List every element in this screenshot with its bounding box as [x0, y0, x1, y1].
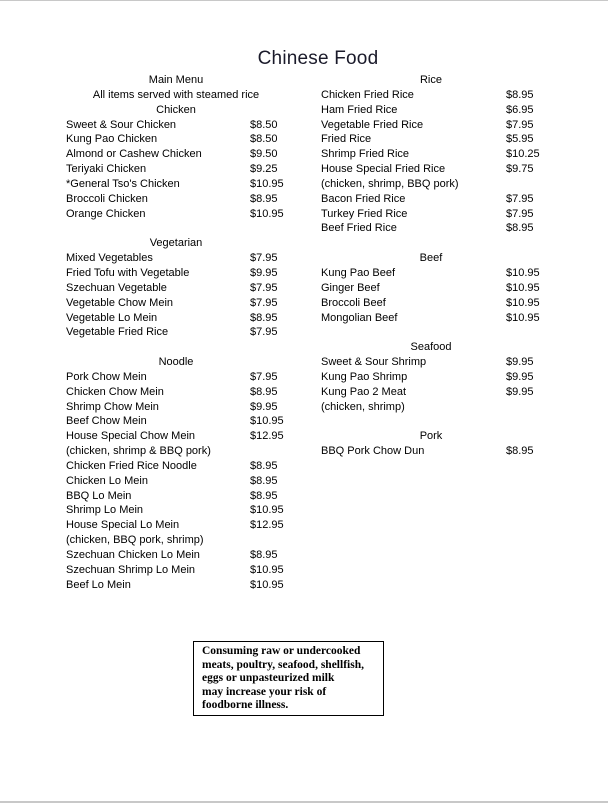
menu-item	[66, 311, 298, 326]
item-name: Fried Rice	[321, 133, 372, 146]
menu-item	[66, 207, 298, 222]
item-name: Mongolian Beef	[321, 311, 398, 324]
menu-item	[66, 459, 298, 474]
section-spacer	[321, 414, 553, 429]
menu-section-pork	[321, 429, 553, 459]
section-heading: Pork	[419, 430, 443, 443]
section-spacer	[321, 325, 553, 340]
item-price: $9.75	[506, 163, 534, 176]
menu-item	[321, 103, 553, 118]
item-price: $8.50	[250, 133, 278, 146]
item-price: $8.95	[250, 311, 278, 324]
item-price: $10.95	[250, 207, 284, 220]
item-note: (chicken, shrimp)	[321, 400, 405, 413]
menu-item	[321, 370, 553, 385]
item-price: $7.95	[250, 252, 278, 265]
section-spacer	[66, 221, 298, 236]
item-price: $10.25	[506, 148, 540, 161]
menu-item	[66, 400, 298, 415]
menu-item	[66, 281, 298, 296]
item-price: $8.50	[250, 118, 278, 131]
item-price: $7.95	[250, 326, 278, 339]
item-price: $10.95	[250, 415, 284, 428]
item-price: $10.95	[250, 563, 284, 576]
section-spacer	[321, 236, 553, 251]
item-name: Szechuan Chicken Lo Mein	[66, 549, 200, 561]
item-name: Almond or Cashew Chicken	[66, 148, 202, 161]
section-heading: Seafood	[410, 341, 452, 354]
item-price: $8.95	[250, 385, 278, 398]
menu-item	[66, 429, 298, 444]
menu-item	[321, 162, 553, 177]
item-name: Szechuan Vegetable	[66, 281, 167, 294]
item-name: *General Tso's Chicken	[66, 177, 180, 190]
menu-item	[66, 162, 298, 177]
menu-item	[321, 355, 553, 370]
item-price: $8.95	[250, 549, 278, 561]
item-price: $6.95	[506, 103, 534, 116]
item-name: Fried Tofu with Vegetable	[66, 266, 190, 279]
item-price: $7.95	[250, 281, 278, 294]
menu-item	[66, 548, 298, 563]
item-name: House Special Lo Mein	[66, 519, 180, 532]
menu-item	[66, 414, 298, 429]
menu-item	[321, 311, 553, 326]
item-name: Szechuan Shrimp Lo Mein	[66, 563, 196, 576]
item-name: Bacon Fried Rice	[321, 192, 406, 205]
item-name: Broccoli Chicken	[66, 192, 148, 205]
item-name: Kung Pao 2 Meat	[321, 385, 407, 398]
menu-item	[66, 385, 298, 400]
item-price: $10.95	[506, 296, 540, 309]
item-name: BBQ Pork Chow Dun	[321, 445, 425, 458]
section-heading: Rice	[419, 74, 442, 86]
item-price: $10.95	[506, 266, 540, 279]
section-heading: Beef	[419, 252, 443, 265]
menu-section-rice	[321, 73, 553, 236]
page-top-border	[0, 0, 608, 1]
notice-line: eggs or unpasteurized milk	[202, 672, 335, 684]
item-price: $8.95	[506, 222, 534, 235]
item-name: Sweet & Sour Shrimp	[321, 356, 427, 369]
item-name: Beef Fried Rice	[321, 222, 397, 235]
item-price: $10.95	[506, 281, 540, 294]
menu-item	[321, 132, 553, 147]
notice-line: may increase your risk of	[202, 685, 327, 698]
section-heading: Noodle	[158, 356, 194, 369]
item-name: Beef Lo Mein	[66, 578, 131, 591]
item-price: $9.25	[250, 163, 278, 176]
item-name: Chicken Lo Mein	[66, 474, 148, 487]
menu-item	[321, 444, 553, 459]
right-menu-column	[321, 73, 553, 459]
item-name: Beef Chow Mein	[66, 415, 147, 428]
left-menu-column	[66, 73, 298, 593]
item-name: Orange Chicken	[66, 207, 146, 220]
item-name: House Special Fried Rice	[321, 163, 446, 176]
item-price: $7.95	[250, 296, 278, 309]
menu-item	[66, 132, 298, 147]
left-sections	[66, 103, 298, 593]
main-menu-heading: Main Menu	[148, 74, 204, 86]
item-price: $9.95	[250, 400, 278, 413]
item-price: $7.95	[250, 370, 278, 383]
item-name: Chicken Fried Rice Noodle	[66, 459, 197, 472]
menu-item	[66, 251, 298, 266]
menu-section-beef	[321, 251, 553, 325]
item-name: Mixed Vegetables	[66, 252, 153, 265]
menu-section-seafood	[321, 340, 553, 414]
menu-item	[321, 221, 553, 236]
item-name: Sweet & Sour Chicken	[66, 118, 177, 131]
menu-item	[66, 177, 298, 192]
item-name: Vegetable Fried Rice	[321, 118, 424, 131]
item-name: Teriyaki Chicken	[66, 163, 147, 176]
item-price: $10.95	[250, 177, 284, 190]
item-name: Vegetable Fried Rice	[66, 326, 169, 339]
item-name: Broccoli Beef	[321, 296, 386, 309]
item-price: $12.95	[250, 430, 284, 443]
item-name: House Special Chow Mein	[66, 430, 196, 443]
item-price: $9.50	[250, 148, 278, 161]
item-name: Ginger Beef	[321, 281, 380, 294]
menu-item	[321, 385, 553, 400]
menu-item	[66, 474, 298, 489]
menu-section-chicken	[66, 103, 298, 222]
item-price: $8.95	[250, 192, 278, 205]
item-price: $10.95	[250, 578, 284, 591]
section-spacer	[66, 340, 298, 355]
menu-item	[66, 578, 298, 593]
menu-item	[321, 88, 553, 103]
item-name: Shrimp Chow Mein	[66, 400, 159, 413]
item-price: $7.95	[506, 207, 534, 220]
menu-item	[66, 325, 298, 340]
item-price: $8.95	[250, 489, 278, 502]
item-price: $9.95	[506, 370, 534, 383]
item-note: (chicken, shrimp & BBQ pork)	[66, 445, 211, 458]
item-name: Kung Pao Chicken	[66, 133, 158, 146]
item-name: Kung Pao Shrimp	[321, 370, 408, 383]
item-name: Pork Chow Mein	[66, 370, 147, 383]
item-price: $10.95	[506, 311, 540, 324]
menu-item	[321, 296, 553, 311]
item-name: Shrimp Lo Mein	[66, 504, 144, 517]
menu-item	[66, 563, 298, 578]
page-title: Chinese Food	[257, 48, 379, 69]
item-price: $7.95	[506, 192, 534, 205]
item-price: $9.95	[250, 266, 278, 279]
item-price: $12.95	[250, 519, 284, 532]
menu-item	[66, 147, 298, 162]
item-note: (chicken, shrimp, BBQ pork)	[321, 177, 459, 190]
item-name: BBQ Lo Mein	[66, 489, 132, 502]
item-price: $8.95	[506, 445, 534, 458]
menu-subheading: All items served with steamed rice	[92, 88, 260, 101]
item-name: Shrimp Fried Rice	[321, 148, 410, 161]
menu-item	[66, 518, 298, 533]
menu-item	[321, 118, 553, 133]
menu-item	[321, 147, 553, 162]
menu-item	[66, 296, 298, 311]
item-name: Kung Pao Beef	[321, 266, 396, 279]
item-price: $8.95	[506, 88, 534, 101]
item-price: $7.95	[506, 118, 534, 131]
menu-section-noodle	[66, 355, 298, 593]
menu-item	[321, 207, 553, 222]
menu-item	[66, 266, 298, 281]
menu-item	[321, 192, 553, 207]
menu-item	[66, 192, 298, 207]
section-heading: Vegetarian	[149, 237, 203, 250]
menu-item	[66, 489, 298, 504]
item-price: $10.95	[250, 504, 284, 517]
item-price: $9.95	[506, 385, 534, 398]
menu-item	[66, 503, 298, 518]
menu-section-vegetarian	[66, 236, 298, 340]
item-price: $8.95	[250, 459, 278, 472]
item-name: Chicken Fried Rice	[321, 88, 414, 101]
food-safety-notice	[193, 641, 384, 716]
item-price: $5.95	[506, 133, 534, 146]
item-price: $9.95	[506, 356, 534, 369]
menu-item	[321, 281, 553, 296]
menu-item	[321, 266, 553, 281]
item-name: Turkey Fried Rice	[321, 207, 408, 220]
item-name: Chicken Chow Mein	[66, 385, 164, 398]
item-price: $8.95	[250, 474, 278, 487]
item-note: (chicken, BBQ pork, shrimp)	[66, 534, 204, 547]
menu-item	[66, 118, 298, 133]
notice-line: Consuming raw or undercooked	[202, 645, 361, 657]
item-name: Vegetable Lo Mein	[66, 311, 158, 324]
item-name: Vegetable Chow Mein	[66, 296, 174, 309]
menu-item	[66, 370, 298, 385]
notice-line: foodborne illness.	[202, 699, 289, 711]
item-name: Ham Fried Rice	[321, 103, 398, 116]
right-sections	[321, 73, 553, 459]
section-heading: Chicken	[156, 103, 196, 116]
notice-line: meats, poultry, seafood, shellfish,	[202, 658, 364, 671]
